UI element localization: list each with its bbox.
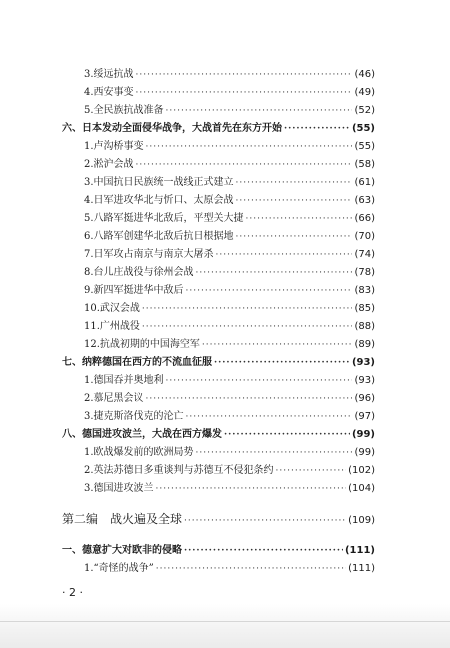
entry-label: 八、德国进攻波兰，大战在西方爆发 (62, 429, 222, 440)
entry-page: (83) (354, 285, 375, 296)
entry-page: (85) (354, 303, 375, 314)
entry-label: 6.八路军创建华北敌后抗日根据地 (84, 231, 234, 242)
entry-label: 3.捷克斯洛伐克的沦亡 (84, 411, 184, 422)
toc-section-heading (62, 122, 375, 136)
entry-label: 8.台儿庄战役与徐州会战 (84, 267, 194, 278)
dot-leader (146, 392, 353, 406)
dot-leader (166, 374, 353, 388)
dot-leader (276, 464, 347, 478)
toc-entry (84, 194, 375, 208)
dot-leader (186, 284, 353, 298)
page-number: · 2 · (62, 586, 83, 599)
entry-page: (89) (354, 339, 375, 350)
entry-label: 10.武汉会战 (84, 303, 140, 314)
dot-leader (184, 544, 343, 558)
toc-entry (84, 248, 375, 262)
toc-section-heading (62, 544, 375, 558)
dot-leader (146, 140, 353, 154)
toc-section-heading (62, 356, 375, 370)
dot-leader (196, 446, 353, 460)
toc-entry (84, 212, 375, 226)
toc-entry (84, 140, 375, 154)
dot-leader (136, 68, 353, 82)
dot-leader (284, 122, 350, 136)
toc-entry (84, 320, 375, 334)
dot-leader (202, 338, 353, 352)
entry-page: (93) (351, 357, 375, 368)
toc-entry (84, 482, 375, 496)
toc-entry (84, 68, 375, 82)
entry-page: (63) (354, 195, 375, 206)
entry-label: 1.卢沟桥事变 (84, 141, 144, 152)
toc-entry (84, 302, 375, 316)
entry-label: 5.全民族抗战准备 (84, 105, 164, 116)
entry-label: 3.绥远抗战 (84, 69, 134, 80)
entry-label: 1.欧战爆发前的欧洲局势 (84, 447, 194, 458)
entry-label: 2.英法苏德日多重谈判与苏德互不侵犯条约 (84, 465, 274, 476)
entry-page: (52) (354, 105, 375, 116)
toc-part-heading (62, 512, 375, 528)
entry-page: (61) (354, 177, 375, 188)
toc-entry (84, 374, 375, 388)
entry-page: (55) (351, 123, 375, 134)
entry-page: (102) (348, 465, 375, 476)
entry-page: (104) (348, 483, 375, 494)
dot-leader (136, 86, 353, 100)
entry-page: (55) (354, 141, 375, 152)
entry-page: (78) (354, 267, 375, 278)
scan-edge-line (0, 621, 450, 622)
dot-leader (236, 230, 353, 244)
toc-entry (84, 464, 375, 478)
toc-entry (84, 562, 375, 576)
toc-entry (84, 176, 375, 190)
toc-entry (84, 410, 375, 424)
entry-label: 4.西安事变 (84, 87, 134, 98)
toc-entry (84, 230, 375, 244)
entry-page: (97) (354, 411, 375, 422)
toc-entry (84, 86, 375, 100)
entry-label: 六、日本发动全面侵华战争，大战首先在东方开始 (62, 123, 282, 134)
entry-label: 2.慕尼黑会议 (84, 393, 144, 404)
dot-leader (166, 104, 353, 118)
dot-leader (224, 428, 350, 442)
toc-entry (84, 158, 375, 172)
entry-page: (93) (354, 375, 375, 386)
entry-label: 七、纳粹德国在西方的不流血征服 (62, 357, 212, 368)
entry-label: 11.广州战役 (84, 321, 140, 332)
toc-entry (84, 392, 375, 406)
toc-entry (84, 266, 375, 280)
toc-entry (84, 338, 375, 352)
dot-leader (156, 562, 346, 576)
dot-leader (184, 514, 346, 528)
dot-leader (136, 158, 353, 172)
scan-bottom-shadow (0, 604, 450, 648)
dot-leader (186, 410, 353, 424)
entry-page: (66) (354, 213, 375, 224)
entry-page: (58) (354, 159, 375, 170)
entry-page: (49) (354, 87, 375, 98)
entry-label: 7.日军攻占南京与南京大屠杀 (84, 249, 214, 260)
entry-label: 3.中国抗日民族统一战线正式建立 (84, 177, 234, 188)
entry-page: (70) (354, 231, 375, 242)
entry-label: 5.八路军挺进华北敌后，平型关大捷 (84, 213, 244, 224)
entry-page: (99) (354, 447, 375, 458)
entry-page: (46) (354, 69, 375, 80)
dot-leader (196, 266, 353, 280)
entry-page: (111) (344, 545, 375, 556)
dot-leader (236, 176, 353, 190)
entry-label: 3.德国进攻波兰 (84, 483, 154, 494)
dot-leader (142, 320, 353, 334)
entry-page: (99) (351, 429, 375, 440)
toc-entry (84, 446, 375, 460)
entry-label: 1.德国吞并奥地利 (84, 375, 164, 386)
entry-label: 1.“奇怪的战争” (84, 563, 154, 574)
entry-page: (74) (354, 249, 375, 260)
toc-section-heading (62, 428, 375, 442)
dot-leader (142, 302, 353, 316)
entry-label: 4.日军进攻华北与忻口、太原会战 (84, 195, 234, 206)
entry-label: 9.新四军挺进华中敌后 (84, 285, 184, 296)
dot-leader (214, 356, 350, 370)
entry-page: (96) (354, 393, 375, 404)
dot-leader (236, 194, 353, 208)
entry-page: (111) (348, 563, 375, 574)
dot-leader (156, 482, 347, 496)
toc-entry (84, 104, 375, 118)
dot-leader (246, 212, 353, 226)
entry-label: 12.抗战初期的中国海空军 (84, 339, 200, 350)
toc-entry (84, 284, 375, 298)
entry-page: (88) (354, 321, 375, 332)
dot-leader (216, 248, 353, 262)
entry-label: 2.淞沪会战 (84, 159, 134, 170)
entry-label: 一、德意扩大对欧非的侵略 (62, 545, 182, 556)
entry-label: 第二编 战火遍及全球 (62, 512, 183, 526)
entry-page: (109) (348, 515, 375, 526)
